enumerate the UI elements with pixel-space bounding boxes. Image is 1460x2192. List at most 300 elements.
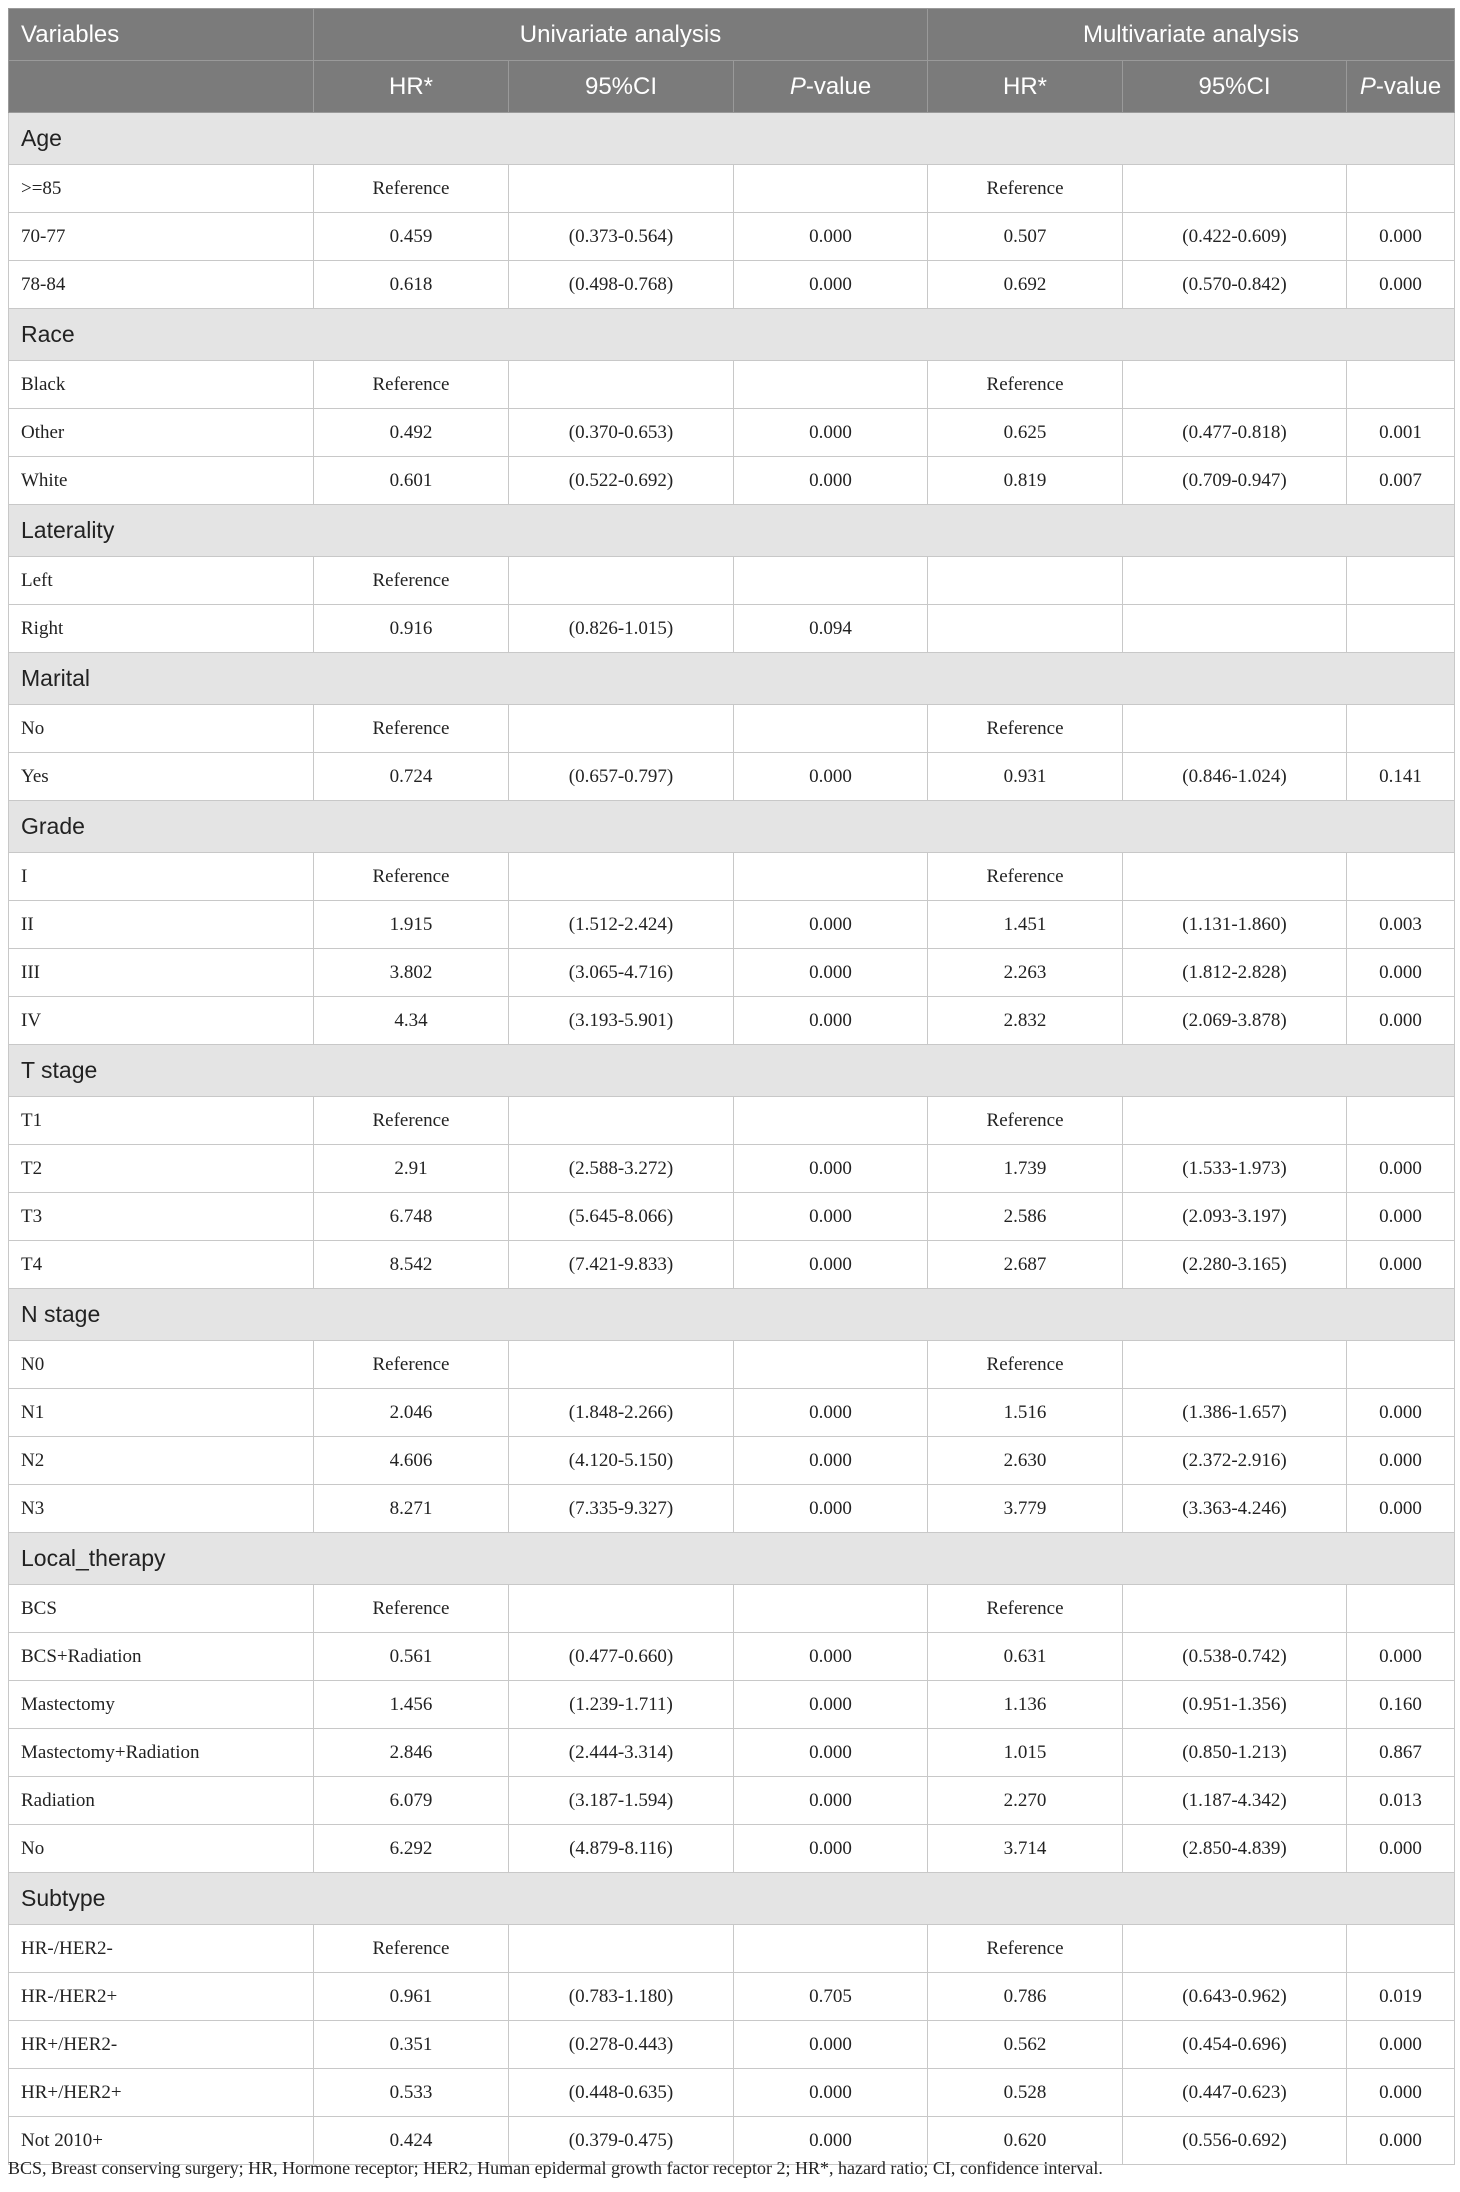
uni-hr-cell: 8.542 — [314, 1241, 509, 1289]
multi-hr-cell: 1.451 — [928, 901, 1123, 949]
multi-hr-cell: 1.136 — [928, 1681, 1123, 1729]
uni-pvalue-cell — [734, 1097, 928, 1145]
variable-label: 78-84 — [9, 261, 314, 309]
multi-pvalue-cell: 0.141 — [1347, 753, 1455, 801]
multi-pvalue-cell: 0.000 — [1347, 1145, 1455, 1193]
uni-hr-cell: 0.459 — [314, 213, 509, 261]
multi-ci-cell: (1.386-1.657) — [1123, 1389, 1347, 1437]
table-row — [9, 1145, 1455, 1193]
multi-ci-cell: (2.093-3.197) — [1123, 1193, 1347, 1241]
multi-hr-cell — [928, 557, 1123, 605]
multi-pvalue-cell: 0.000 — [1347, 1389, 1455, 1437]
table-body — [9, 113, 1455, 2165]
uni-ci-cell: (2.444-3.314) — [509, 1729, 734, 1777]
multi-pvalue-cell: 0.000 — [1347, 997, 1455, 1045]
multi-pvalue-cell — [1347, 1341, 1455, 1389]
uni-pvalue-cell: 0.000 — [734, 1729, 928, 1777]
multi-hr-cell: 3.714 — [928, 1825, 1123, 1873]
multi-ci-cell: (0.846-1.024) — [1123, 753, 1347, 801]
multi-hr-cell: 2.630 — [928, 1437, 1123, 1485]
uni-hr-cell: 1.915 — [314, 901, 509, 949]
uni-pvalue-cell — [734, 557, 928, 605]
group-row — [9, 653, 1455, 705]
multi-pvalue-header — [1347, 61, 1455, 113]
uni-hr-cell: 3.802 — [314, 949, 509, 997]
uni-hr-cell: 6.748 — [314, 1193, 509, 1241]
uni-pvalue-cell: 0.000 — [734, 1437, 928, 1485]
multi-pvalue-cell: 0.007 — [1347, 457, 1455, 505]
multi-hr-cell: Reference — [928, 361, 1123, 409]
variable-label: BCS — [9, 1585, 314, 1633]
uni-ci-cell: (7.335-9.327) — [509, 1485, 734, 1533]
multi-hr-cell: Reference — [928, 853, 1123, 901]
multi-pvalue-cell: 0.000 — [1347, 1437, 1455, 1485]
table-row — [9, 1097, 1455, 1145]
uni-ci-cell: (3.065-4.716) — [509, 949, 734, 997]
uni-ci-cell: (1.512-2.424) — [509, 901, 734, 949]
multi-ci-cell — [1123, 605, 1347, 653]
multi-hr-header: HR* — [928, 61, 1123, 113]
uni-pvalue-cell: 0.000 — [734, 1193, 928, 1241]
uni-pvalue-cell: 0.000 — [734, 261, 928, 309]
uni-pvalue-cell: 0.000 — [734, 2021, 928, 2069]
table-footnote: BCS, Breast conserving surgery; HR, Hormone receptor; HER2, Human epidermal growth factor receptor 2; HR*, hazard ratio; CI, confidence interval. — [8, 2158, 1103, 2178]
variable-label: N0 — [9, 1341, 314, 1389]
variable-label: Left — [9, 557, 314, 605]
variable-label: HR-/HER2- — [9, 1925, 314, 1973]
uni-hr-cell: Reference — [314, 1925, 509, 1973]
uni-hr-cell: 6.079 — [314, 1777, 509, 1825]
header-row-sub — [9, 61, 1455, 113]
multi-pvalue-cell: 0.000 — [1347, 2117, 1455, 2165]
multi-ci-cell: (0.447-0.623) — [1123, 2069, 1347, 2117]
uni-ci-cell — [509, 1341, 734, 1389]
multi-ci-cell: (0.709-0.947) — [1123, 457, 1347, 505]
variable-label: HR+/HER2+ — [9, 2069, 314, 2117]
uni-pvalue-cell: 0.000 — [734, 1681, 928, 1729]
multi-hr-cell: 0.692 — [928, 261, 1123, 309]
multi-pvalue-cell: 0.000 — [1347, 1485, 1455, 1533]
multi-hr-cell: 2.687 — [928, 1241, 1123, 1289]
multi-hr-cell: 2.586 — [928, 1193, 1123, 1241]
table-row — [9, 605, 1455, 653]
uni-ci-cell: (0.477-0.660) — [509, 1633, 734, 1681]
variable-label: T3 — [9, 1193, 314, 1241]
multi-hr-cell: Reference — [928, 165, 1123, 213]
multi-hr-cell: 1.739 — [928, 1145, 1123, 1193]
table-header — [9, 9, 1455, 113]
variable-label: 70-77 — [9, 213, 314, 261]
uni-hr-cell: Reference — [314, 1341, 509, 1389]
multi-pvalue-cell: 0.000 — [1347, 261, 1455, 309]
uni-hr-cell: Reference — [314, 361, 509, 409]
multi-hr-cell: Reference — [928, 1925, 1123, 1973]
multi-pvalue-cell — [1347, 853, 1455, 901]
table-row — [9, 753, 1455, 801]
multi-hr-cell: 0.625 — [928, 409, 1123, 457]
uni-pvalue-cell: 0.000 — [734, 457, 928, 505]
multi-ci-cell: (0.643-0.962) — [1123, 1973, 1347, 2021]
uni-ci-cell: (2.588-3.272) — [509, 1145, 734, 1193]
uni-ci-cell — [509, 705, 734, 753]
multi-ci-cell: (1.187-4.342) — [1123, 1777, 1347, 1825]
uni-pvalue-cell: 0.000 — [734, 753, 928, 801]
multi-ci-cell: (3.363-4.246) — [1123, 1485, 1347, 1533]
table-row — [9, 2069, 1455, 2117]
table-row — [9, 213, 1455, 261]
multi-hr-cell: 0.819 — [928, 457, 1123, 505]
multi-pvalue-cell — [1347, 361, 1455, 409]
uni-pvalue-cell: 0.000 — [734, 1485, 928, 1533]
multi-hr-cell: 0.507 — [928, 213, 1123, 261]
multi-hr-cell: Reference — [928, 705, 1123, 753]
variable-label: II — [9, 901, 314, 949]
group-label: Race — [9, 309, 1455, 361]
multi-ci-cell — [1123, 557, 1347, 605]
uni-ci-cell: (0.448-0.635) — [509, 2069, 734, 2117]
uni-hr-cell: Reference — [314, 557, 509, 605]
uni-hr-cell: 0.561 — [314, 1633, 509, 1681]
uni-hr-cell: Reference — [314, 705, 509, 753]
multi-ci-cell: (0.570-0.842) — [1123, 261, 1347, 309]
uni-pvalue-cell — [734, 705, 928, 753]
variable-label: III — [9, 949, 314, 997]
uni-ci-cell: (4.120-5.150) — [509, 1437, 734, 1485]
uni-ci-cell — [509, 361, 734, 409]
uni-pvalue-italic: P — [789, 72, 806, 100]
uni-hr-cell: 4.606 — [314, 1437, 509, 1485]
group-row — [9, 309, 1455, 361]
uni-ci-cell: (0.498-0.768) — [509, 261, 734, 309]
variable-label: T2 — [9, 1145, 314, 1193]
multi-ci-cell: (0.538-0.742) — [1123, 1633, 1347, 1681]
multi-hr-cell: 0.931 — [928, 753, 1123, 801]
uni-ci-cell: (0.370-0.653) — [509, 409, 734, 457]
uni-pvalue-cell: 0.000 — [734, 2117, 928, 2165]
multi-pvalue-cell — [1347, 1585, 1455, 1633]
uni-hr-cell: 2.91 — [314, 1145, 509, 1193]
multi-ci-cell: (2.280-3.165) — [1123, 1241, 1347, 1289]
uni-hr-cell: 8.271 — [314, 1485, 509, 1533]
variable-label: T4 — [9, 1241, 314, 1289]
group-label: T stage — [9, 1045, 1455, 1097]
variable-label: No — [9, 705, 314, 753]
group-label: Grade — [9, 801, 1455, 853]
multi-hr-cell: 3.779 — [928, 1485, 1123, 1533]
variables-header-spacer — [9, 61, 314, 113]
multi-ci-cell: (0.951-1.356) — [1123, 1681, 1347, 1729]
results-table-container — [8, 8, 1454, 2165]
group-row — [9, 801, 1455, 853]
multi-hr-cell: 0.620 — [928, 2117, 1123, 2165]
multi-pvalue-cell: 0.000 — [1347, 1633, 1455, 1681]
multi-pvalue-cell — [1347, 605, 1455, 653]
multi-ci-cell: (0.477-0.818) — [1123, 409, 1347, 457]
uni-ci-cell: (3.187-1.594) — [509, 1777, 734, 1825]
table-row — [9, 1925, 1455, 1973]
uni-hr-cell: 2.846 — [314, 1729, 509, 1777]
uni-hr-cell: 2.046 — [314, 1389, 509, 1437]
group-row — [9, 1289, 1455, 1341]
multi-hr-cell: 1.015 — [928, 1729, 1123, 1777]
multi-pvalue-suffix: -value — [1375, 72, 1442, 100]
uni-ci-cell — [509, 1585, 734, 1633]
variable-label: Right — [9, 605, 314, 653]
multi-pvalue-cell: 0.000 — [1347, 1825, 1455, 1873]
uni-hr-cell: 0.424 — [314, 2117, 509, 2165]
multi-hr-cell: 2.263 — [928, 949, 1123, 997]
uni-pvalue-cell: 0.000 — [734, 949, 928, 997]
uni-ci-cell — [509, 1925, 734, 1973]
group-row — [9, 1045, 1455, 1097]
uni-ci-cell: (1.239-1.711) — [509, 1681, 734, 1729]
table-row — [9, 409, 1455, 457]
variable-label: White — [9, 457, 314, 505]
group-label: N stage — [9, 1289, 1455, 1341]
table-row — [9, 1777, 1455, 1825]
uni-ci-cell — [509, 557, 734, 605]
uni-hr-header: HR* — [314, 61, 509, 113]
uni-pvalue-header — [734, 61, 928, 113]
uni-ci-cell: (1.848-2.266) — [509, 1389, 734, 1437]
uni-hr-cell: Reference — [314, 1097, 509, 1145]
table-row — [9, 457, 1455, 505]
uni-pvalue-cell: 0.000 — [734, 1825, 928, 1873]
uni-hr-cell: 4.34 — [314, 997, 509, 1045]
uni-hr-cell: 0.533 — [314, 2069, 509, 2117]
uni-hr-cell: Reference — [314, 853, 509, 901]
group-row — [9, 1533, 1455, 1585]
uni-pvalue-cell — [734, 165, 928, 213]
multi-ci-cell — [1123, 1925, 1347, 1973]
variable-label: Mastectomy — [9, 1681, 314, 1729]
variable-label: Mastectomy+Radiation — [9, 1729, 314, 1777]
uni-ci-cell: (0.657-0.797) — [509, 753, 734, 801]
uni-ci-cell — [509, 853, 734, 901]
multi-pvalue-cell — [1347, 165, 1455, 213]
variable-label: No — [9, 1825, 314, 1873]
multi-pvalue-cell: 0.000 — [1347, 2069, 1455, 2117]
uni-ci-header: 95%CI — [509, 61, 734, 113]
uni-hr-cell: Reference — [314, 1585, 509, 1633]
multi-hr-cell: 2.832 — [928, 997, 1123, 1045]
table-row — [9, 1585, 1455, 1633]
variable-label: BCS+Radiation — [9, 1633, 314, 1681]
table-row — [9, 1633, 1455, 1681]
multi-ci-cell — [1123, 705, 1347, 753]
table-row — [9, 853, 1455, 901]
multi-hr-cell: 0.528 — [928, 2069, 1123, 2117]
table-row — [9, 1389, 1455, 1437]
multi-ci-cell — [1123, 1585, 1347, 1633]
multi-pvalue-cell: 0.013 — [1347, 1777, 1455, 1825]
uni-hr-cell: 0.916 — [314, 605, 509, 653]
multi-ci-cell: (1.131-1.860) — [1123, 901, 1347, 949]
group-row — [9, 1873, 1455, 1925]
table-row — [9, 165, 1455, 213]
uni-pvalue-cell: 0.094 — [734, 605, 928, 653]
multi-ci-cell: (1.812-2.828) — [1123, 949, 1347, 997]
table-row — [9, 901, 1455, 949]
table-row — [9, 997, 1455, 1045]
multi-ci-header: 95%CI — [1123, 61, 1347, 113]
group-row — [9, 505, 1455, 557]
table-row — [9, 705, 1455, 753]
uni-ci-cell: (0.373-0.564) — [509, 213, 734, 261]
multi-ci-cell — [1123, 1097, 1347, 1145]
uni-hr-cell: 0.492 — [314, 409, 509, 457]
uni-pvalue-cell: 0.000 — [734, 1145, 928, 1193]
univariate-header: Univariate analysis — [314, 9, 928, 61]
group-label: Subtype — [9, 1873, 1455, 1925]
uni-ci-cell: (7.421-9.833) — [509, 1241, 734, 1289]
multi-hr-cell: 0.786 — [928, 1973, 1123, 2021]
variable-label: N3 — [9, 1485, 314, 1533]
uni-pvalue-cell: 0.000 — [734, 997, 928, 1045]
multi-pvalue-cell — [1347, 705, 1455, 753]
table-row — [9, 1193, 1455, 1241]
variable-label: N1 — [9, 1389, 314, 1437]
uni-pvalue-cell — [734, 361, 928, 409]
variable-label: Other — [9, 409, 314, 457]
multi-ci-cell: (2.069-3.878) — [1123, 997, 1347, 1045]
uni-pvalue-cell: 0.000 — [734, 2069, 928, 2117]
variable-label: >=85 — [9, 165, 314, 213]
variable-label: N2 — [9, 1437, 314, 1485]
uni-ci-cell — [509, 165, 734, 213]
uni-pvalue-cell: 0.000 — [734, 901, 928, 949]
uni-pvalue-cell: 0.000 — [734, 1633, 928, 1681]
multi-pvalue-cell — [1347, 1925, 1455, 1973]
uni-ci-cell: (0.522-0.692) — [509, 457, 734, 505]
multi-ci-cell: (0.850-1.213) — [1123, 1729, 1347, 1777]
multi-ci-cell — [1123, 1341, 1347, 1389]
uni-ci-cell — [509, 1097, 734, 1145]
group-label: Laterality — [9, 505, 1455, 557]
uni-ci-cell: (4.879-8.116) — [509, 1825, 734, 1873]
multi-ci-cell: (2.372-2.916) — [1123, 1437, 1347, 1485]
uni-pvalue-cell — [734, 1585, 928, 1633]
group-label: Marital — [9, 653, 1455, 705]
multi-pvalue-cell: 0.000 — [1347, 213, 1455, 261]
multi-pvalue-cell: 0.019 — [1347, 1973, 1455, 2021]
uni-ci-cell: (3.193-5.901) — [509, 997, 734, 1045]
uni-hr-cell: 0.724 — [314, 753, 509, 801]
table-row — [9, 557, 1455, 605]
uni-hr-cell: 0.601 — [314, 457, 509, 505]
variable-label: IV — [9, 997, 314, 1045]
table-row — [9, 1437, 1455, 1485]
multivariate-header: Multivariate analysis — [928, 9, 1455, 61]
multi-hr-cell: 0.562 — [928, 2021, 1123, 2069]
variable-label: Radiation — [9, 1777, 314, 1825]
uni-ci-cell: (0.278-0.443) — [509, 2021, 734, 2069]
multi-ci-cell: (2.850-4.839) — [1123, 1825, 1347, 1873]
multi-hr-cell: Reference — [928, 1585, 1123, 1633]
multi-pvalue-cell — [1347, 557, 1455, 605]
multi-pvalue-cell: 0.000 — [1347, 949, 1455, 997]
uni-hr-cell: 0.618 — [314, 261, 509, 309]
table-row — [9, 1681, 1455, 1729]
table-row — [9, 1825, 1455, 1873]
multi-pvalue-cell: 0.160 — [1347, 1681, 1455, 1729]
variables-header: Variables — [9, 9, 314, 61]
uni-pvalue-cell — [734, 1341, 928, 1389]
variable-label: Black — [9, 361, 314, 409]
multi-pvalue-cell: 0.000 — [1347, 1241, 1455, 1289]
uni-pvalue-cell — [734, 853, 928, 901]
multi-pvalue-italic: P — [1359, 72, 1376, 100]
uni-hr-cell: 0.351 — [314, 2021, 509, 2069]
multi-hr-cell: 0.631 — [928, 1633, 1123, 1681]
group-label: Local_therapy — [9, 1533, 1455, 1585]
multi-ci-cell: (0.556-0.692) — [1123, 2117, 1347, 2165]
table-row — [9, 361, 1455, 409]
multi-pvalue-cell: 0.003 — [1347, 901, 1455, 949]
uni-pvalue-cell: 0.000 — [734, 213, 928, 261]
uni-hr-cell: 0.961 — [314, 1973, 509, 2021]
table-row — [9, 2021, 1455, 2069]
uni-ci-cell: (5.645-8.066) — [509, 1193, 734, 1241]
group-label: Age — [9, 113, 1455, 165]
table-row — [9, 949, 1455, 997]
uni-hr-cell: 1.456 — [314, 1681, 509, 1729]
uni-hr-cell: Reference — [314, 165, 509, 213]
table-row — [9, 261, 1455, 309]
uni-pvalue-cell: 0.705 — [734, 1973, 928, 2021]
multi-ci-cell — [1123, 853, 1347, 901]
multi-pvalue-cell: 0.867 — [1347, 1729, 1455, 1777]
variable-label: HR-/HER2+ — [9, 1973, 314, 2021]
multi-ci-cell: (0.422-0.609) — [1123, 213, 1347, 261]
uni-hr-cell: 6.292 — [314, 1825, 509, 1873]
variable-label: I — [9, 853, 314, 901]
uni-pvalue-suffix: -value — [805, 72, 872, 100]
multi-hr-cell — [928, 605, 1123, 653]
cox-regression-table — [8, 8, 1455, 2165]
uni-ci-cell: (0.379-0.475) — [509, 2117, 734, 2165]
multi-ci-cell — [1123, 165, 1347, 213]
table-row — [9, 1341, 1455, 1389]
multi-hr-cell: 2.270 — [928, 1777, 1123, 1825]
uni-ci-cell: (0.826-1.015) — [509, 605, 734, 653]
uni-pvalue-cell: 0.000 — [734, 1241, 928, 1289]
multi-pvalue-cell: 0.001 — [1347, 409, 1455, 457]
table-row — [9, 1241, 1455, 1289]
variable-label: T1 — [9, 1097, 314, 1145]
multi-pvalue-cell: 0.000 — [1347, 1193, 1455, 1241]
multi-pvalue-cell: 0.000 — [1347, 2021, 1455, 2069]
uni-pvalue-cell — [734, 1925, 928, 1973]
multi-hr-cell: Reference — [928, 1097, 1123, 1145]
variable-label: HR+/HER2- — [9, 2021, 314, 2069]
multi-ci-cell: (0.454-0.696) — [1123, 2021, 1347, 2069]
multi-hr-cell: 1.516 — [928, 1389, 1123, 1437]
multi-ci-cell — [1123, 361, 1347, 409]
multi-hr-cell: Reference — [928, 1341, 1123, 1389]
table-row — [9, 1973, 1455, 2021]
variable-label: Yes — [9, 753, 314, 801]
table-row — [9, 1485, 1455, 1533]
uni-pvalue-cell: 0.000 — [734, 409, 928, 457]
header-row-top — [9, 9, 1455, 61]
uni-ci-cell: (0.783-1.180) — [509, 1973, 734, 2021]
multi-ci-cell: (1.533-1.973) — [1123, 1145, 1347, 1193]
uni-pvalue-cell: 0.000 — [734, 1777, 928, 1825]
variable-label: Not 2010+ — [9, 2117, 314, 2165]
group-row — [9, 113, 1455, 165]
multi-pvalue-cell — [1347, 1097, 1455, 1145]
